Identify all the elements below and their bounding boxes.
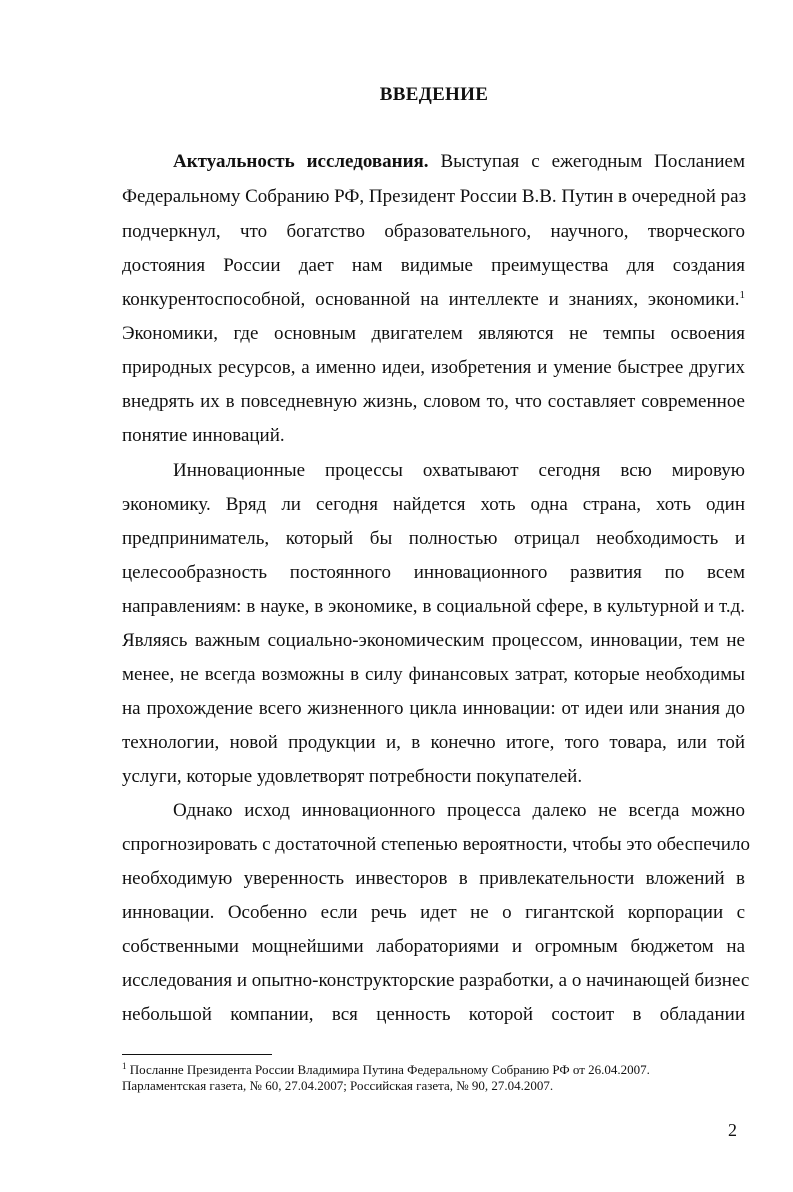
paragraph-1-line: природных ресурсов, а именно идеи, изобретения и умение быстрее других (122, 357, 745, 378)
paragraph-1-line (173, 150, 745, 174)
paragraph-3-line: инновации. Особенно если речь идет не о гигантской корпорации с (122, 902, 745, 923)
paragraph-2-line: Инновационные процессы охватывают сегодня всю мировую (173, 460, 745, 481)
text-span: Посланне Президента России Владимира Путина Федеральному Собранию РФ от 26.04.2007. (126, 1062, 650, 1077)
paragraph-2-line: целесообразность постоянного инновационного развития по всем (122, 562, 745, 583)
paragraph-2-line: менее, не всегда возможны в силу финансовых затрат, которые необходимы (122, 664, 745, 685)
paragraph-lead: Актуальность исследования. (173, 151, 429, 172)
paragraph-3-line: небольшой компании, вся ценность которой состоит в обладании (122, 1004, 745, 1025)
paragraph-2-line: услуги, которые удовлетворят потребности покупателей. (122, 766, 583, 787)
paragraph-2-line: на прохождение всего жизненного цикла инновации: от идеи или знания до (122, 698, 745, 719)
footnote-mark: 1 (122, 1061, 127, 1071)
paragraph-2-line: направлениям: в науке, в экономике, в социальной сфере, в культурной и т.д. (122, 596, 745, 617)
section-heading: ВВЕДЕНИЕ (379, 84, 489, 105)
paragraph-3-line: исследования и опытно-конструкторские разработки, а о начинающей бизнес (122, 970, 750, 991)
paragraph-3-line: Однако исход инновационного процесса далеко не всегда можно (173, 800, 745, 821)
paragraph-2-line: технологии, новой продукции и, в конечно итоге, того товара, или той (122, 732, 745, 753)
paragraph-3-line: необходимую уверенность инвесторов в привлекательности вложений в (122, 868, 745, 889)
paragraph-1-line: Федеральному Собранию РФ, Президент России В.В. Путин в очередной раз (122, 186, 747, 207)
paragraph-1-line: Экономики, где основным двигателем являются не темпы освоения (122, 323, 745, 344)
text-span: конкурентоспособной, основанной на интеллекте и знаниях, экономики. (122, 289, 740, 310)
footnote-reference: 1 (739, 289, 745, 301)
paragraph-3-line: собственными мощнейшими лабораториями и огромным бюджетом на (122, 936, 745, 957)
text-span: Выступая с ежегодным Посланием (428, 151, 745, 172)
paragraph-2-line: экономику. Вряд ли сегодня найдется хоть одна страна, хоть один (122, 494, 745, 515)
paragraph-2-line: предприниматель, который бы полностью отрицал необходимость и (122, 528, 745, 549)
page-number: 2 (728, 1120, 737, 1140)
paragraph-2-line: Являясь важным социально-экономическим процессом, инновации, тем не (122, 630, 745, 651)
footnote-line (122, 1062, 650, 1078)
footnote-line: Парламентская газета, № 60, 27.04.2007; Российская газета, № 90, 27.04.2007. (122, 1078, 554, 1093)
paragraph-1-line (122, 288, 745, 312)
paragraph-3-line: спрогнозировать с достаточной степенью вероятности, чтобы это обеспечило (122, 834, 750, 855)
paragraph-1-line: понятие инноваций. (122, 425, 285, 446)
paragraph-1-line: подчеркнул, что богатство образовательного, научного, творческого (122, 221, 745, 242)
paragraph-1-line: внедрять их в повседневную жизнь, словом то, что составляет современное (122, 391, 745, 412)
footnote-divider (122, 1054, 272, 1055)
paragraph-1-line: достояния России дает нам видимые преимущества для создания (122, 255, 745, 276)
